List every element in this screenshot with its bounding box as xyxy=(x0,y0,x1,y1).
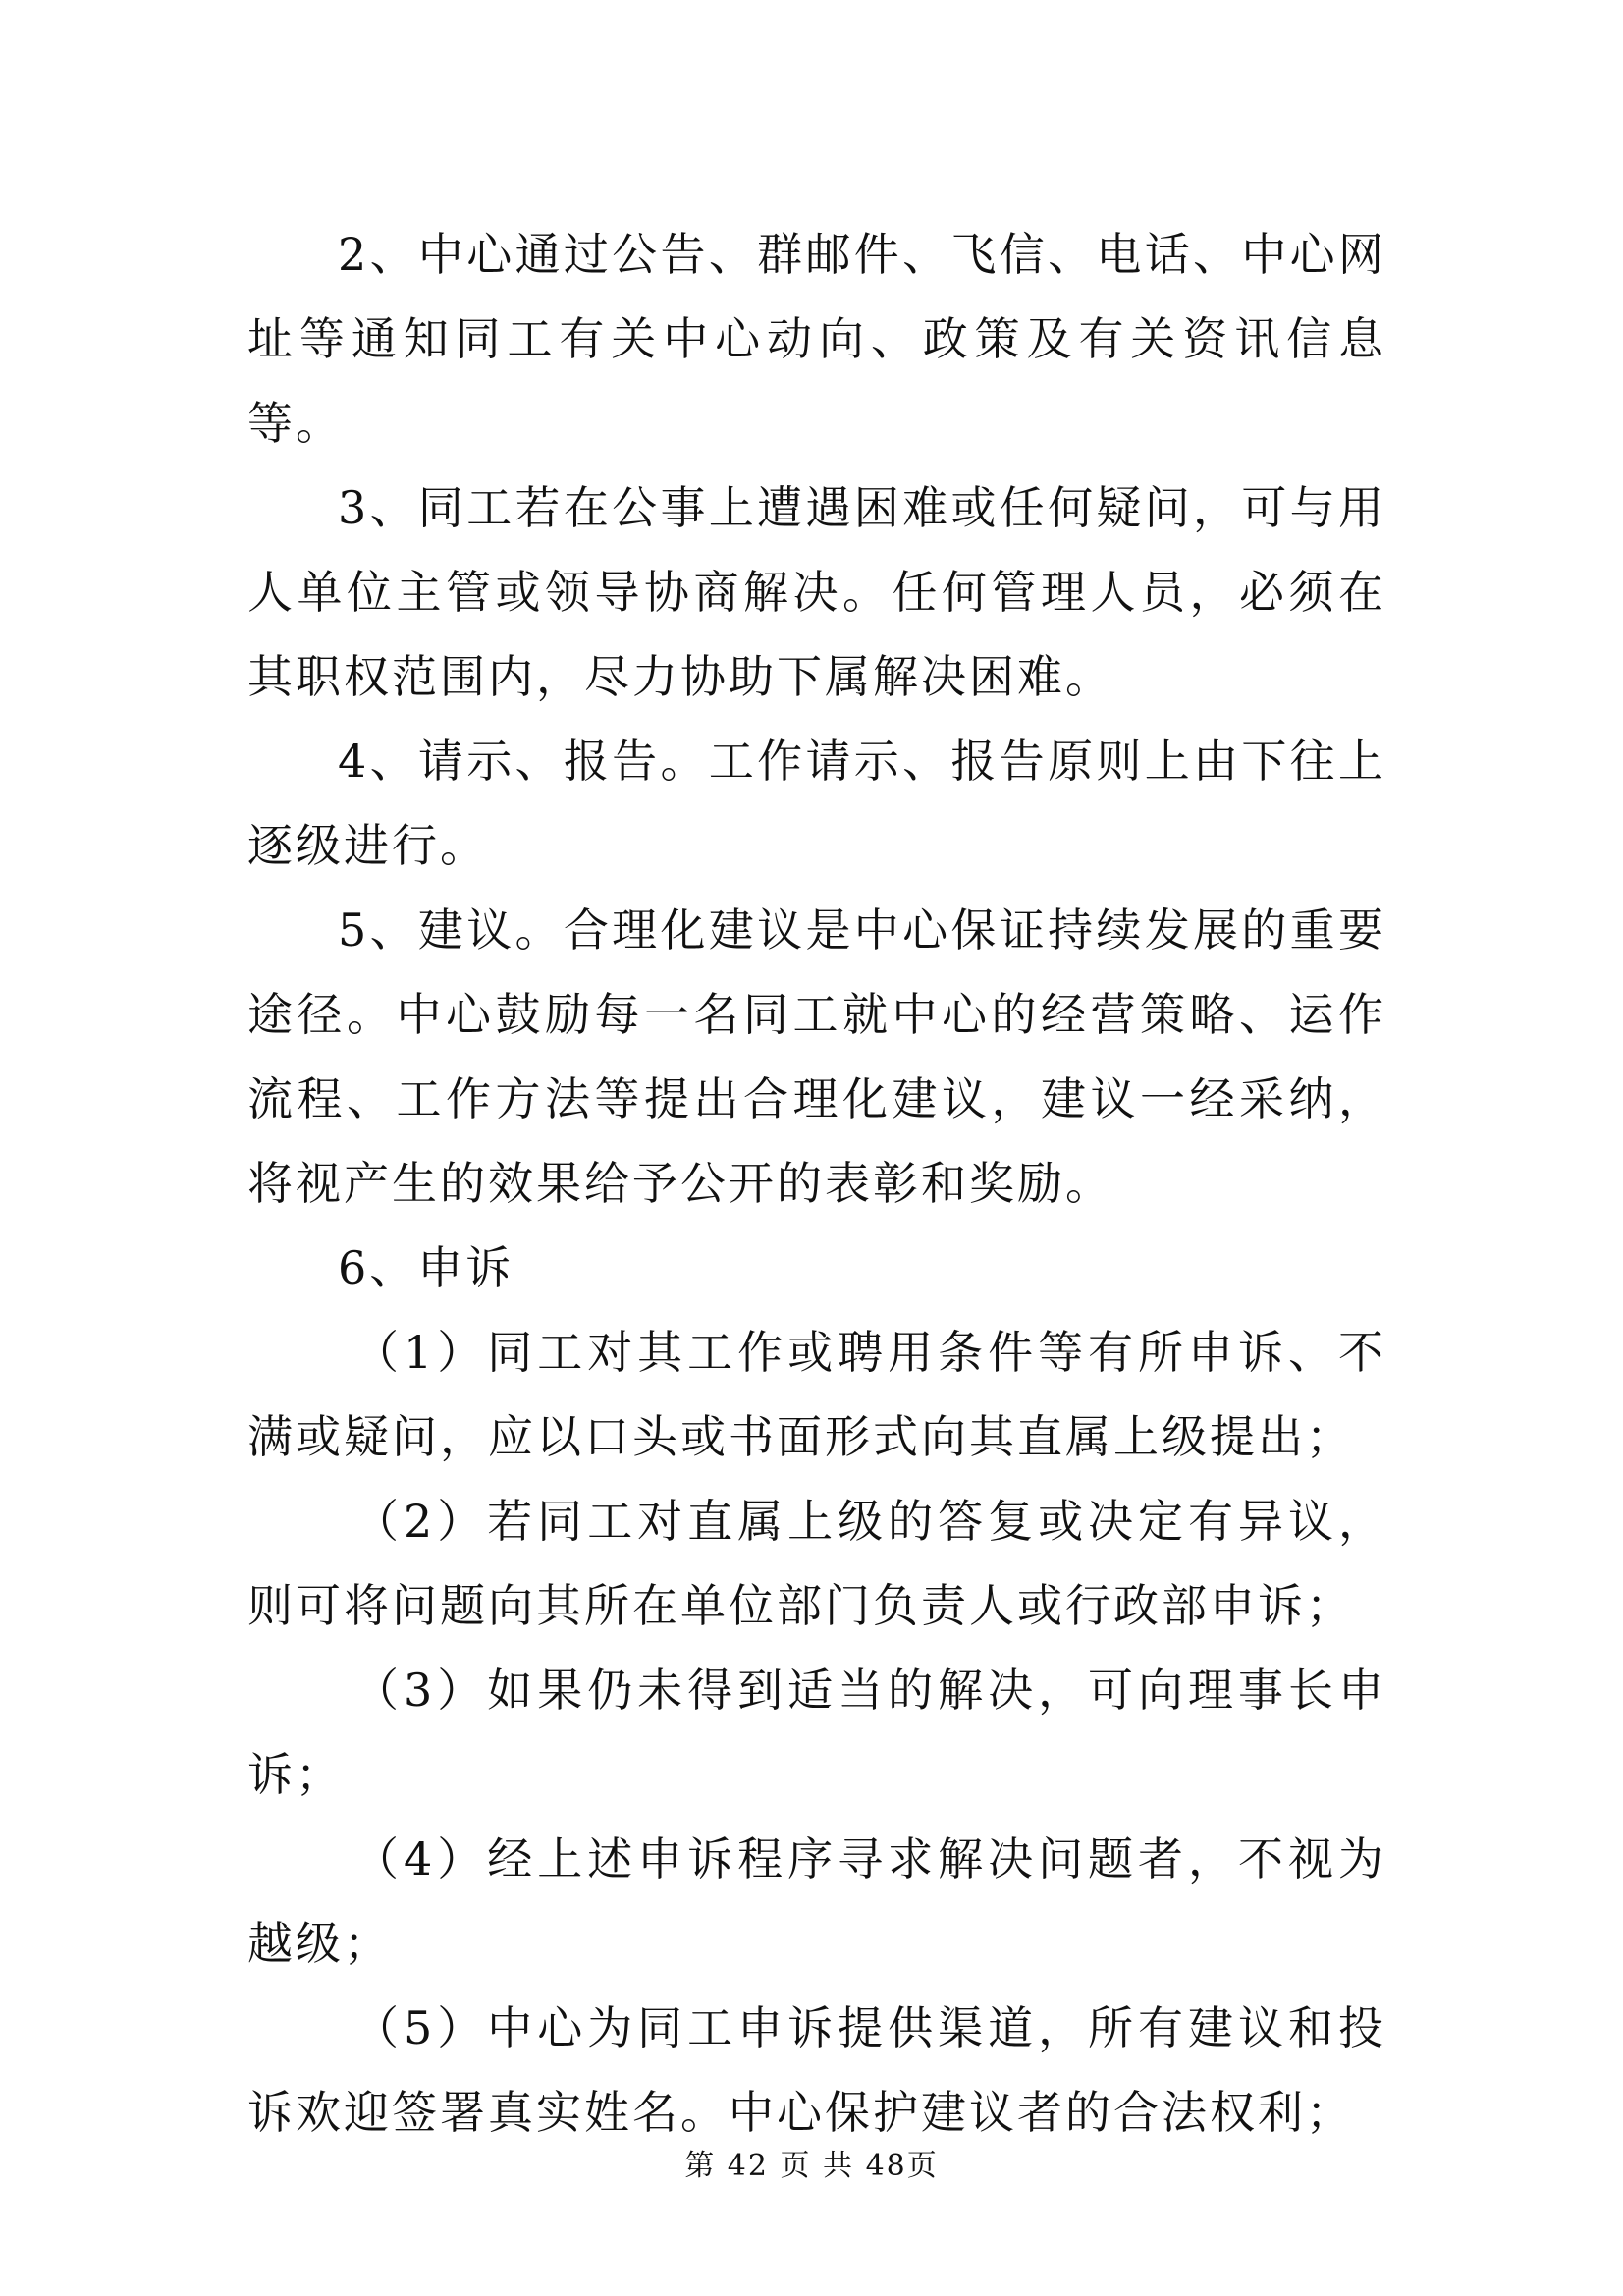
page-number-footer: 第 42 页 共 48页 xyxy=(684,2149,939,2183)
document-body xyxy=(247,212,1386,2155)
paragraph-appeal-item-5: （5）中心为同工申诉提供渠道，所有建议和投诉欢迎签署真实姓名。中心保护建议者的合法权利； xyxy=(247,2001,1386,2139)
paragraph-request-report: 4、请示、报告。工作请示、报告原则上由下往上逐级进行。 xyxy=(247,735,1386,872)
paragraph-appeal-item-4: （4）经上述申诉程序寻求解决问题者，不视为越级； xyxy=(247,1832,1386,1970)
paragraph-appeal-item-1: （1）同工对其工作或聘用条件等有所申诉、不满或疑问，应以口头或书面形式向其直属上级提出； xyxy=(247,1326,1386,1463)
paragraph-appeal-item-3: （3）如果仍未得到适当的解决，可向理事长申诉； xyxy=(247,1664,1386,1801)
paragraph-appeal-item-2: （2）若同工对直属上级的答复或决定有异议，则可将问题向其所在单位部门负责人或行政部申诉； xyxy=(247,1495,1386,1632)
paragraph-difficulty-consultation: 3、同工若在公事上遭遇困难或任何疑问，可与用人单位主管或领导协商解决。任何管理人员，必须在其职权范围内，尽力协助下属解决困难。 xyxy=(247,481,1386,703)
paragraph-suggestions: 5、建议。合理化建议是中心保证持续发展的重要途径。中心鼓励每一名同工就中心的经营策略、运作流程、工作方法等提出合理化建议，建议一经采纳，将视产生的效果给予公开的表彰和奖励。 xyxy=(247,903,1386,1210)
paragraph-appeal-heading: 6、申诉 xyxy=(338,1241,514,1294)
paragraph-notification-channels: 2、中心通过公告、群邮件、飞信、电话、中心网址等通知同工有关中心动向、政策及有关资讯信息等。 xyxy=(247,228,1386,450)
